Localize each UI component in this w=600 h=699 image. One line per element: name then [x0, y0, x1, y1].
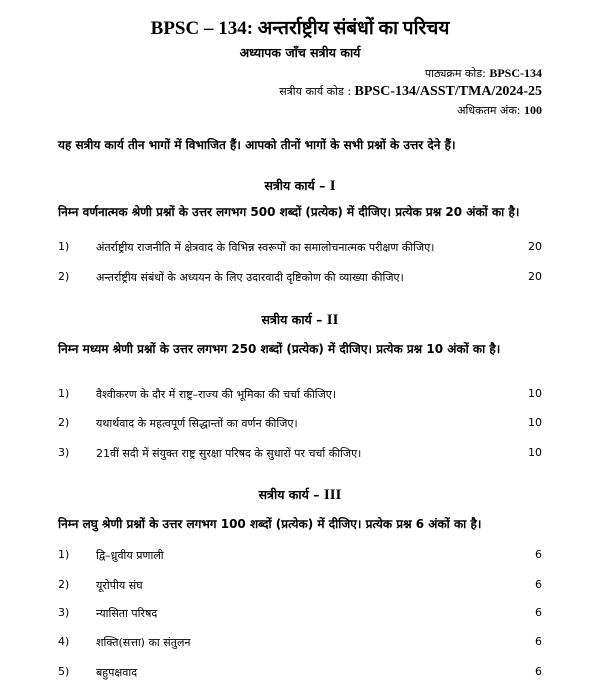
section-2-question-1	[58, 387, 548, 403]
question-text: अंतर्राष्ट्रीय राजनीति में क्षेत्रवाद के विभिन्न स्वरूपों का समालोचनात्मक परीक्षण कीजिए।	[96, 241, 435, 254]
section-3-title	[0, 486, 600, 504]
section-3-question-1	[58, 548, 548, 564]
assignment-code-label: सत्रीय कार्य कोड :	[279, 85, 352, 98]
document-subtitle: अध्यापक जाँच सत्रीय कार्य	[239, 45, 361, 60]
question-marks: 10	[528, 416, 542, 429]
section-1-question-1	[58, 240, 548, 256]
question-number: 1)	[58, 240, 70, 253]
course-code-value: BPSC-134	[489, 66, 542, 80]
section-1-title-text: सत्रीय कार्य –	[264, 178, 326, 193]
question-text: शक्ति(सत्ता) का संतुलन	[96, 636, 191, 649]
question-number: 4)	[58, 635, 70, 648]
question-text: बहुपक्षवाद	[96, 666, 138, 679]
question-text: यूरोपीय संघ	[96, 579, 143, 592]
max-marks-label: अधिकतम अंक:	[457, 104, 521, 117]
assignment-code-line	[279, 84, 542, 100]
section-2-instruction: निम्न मध्यम श्रेणी प्रश्नों के उत्तर लगभग 250 शब्दों (प्रत्येक) में दीजिए। प्रत्येक प्रश्न 10 अंकों का है।	[58, 342, 501, 356]
section-3-numeral: III	[323, 487, 342, 503]
max-marks-value: 100	[524, 103, 542, 117]
section-2-question-2	[58, 416, 548, 432]
section-3-title-text: सत्रीय कार्य –	[258, 487, 320, 502]
question-text: न्यासिता परिषद	[96, 607, 158, 620]
question-number: 5)	[58, 665, 70, 678]
section-1-instruction: निम्न वर्णनात्मक श्रेणी प्रश्नों के उत्तर लगभग 500 शब्दों (प्रत्येक) में दीजिए। प्रत्येक प्रश्न 20 अंकों का है।	[58, 205, 520, 219]
question-number: 3)	[58, 606, 70, 619]
section-3-question-4	[58, 635, 548, 651]
question-marks: 20	[528, 270, 542, 283]
section-1-question-2	[58, 270, 548, 286]
section-2-numeral: II	[326, 312, 339, 328]
question-text: वैश्वीकरण के दौर में राष्ट्र–राज्य की भूमिका की चर्चा कीजिए।	[96, 388, 337, 401]
section-1-numeral: I	[329, 178, 336, 194]
question-marks: 10	[528, 446, 542, 459]
document-title: BPSC – 134: अन्तर्राष्ट्रीय संबंधों का परिचय	[150, 18, 450, 39]
section-2-title-text: सत्रीय कार्य –	[261, 312, 323, 327]
intro-instruction: यह सत्रीय कार्य तीन भागों में विभाजित हैं। आपको तीनों भागों के सभी प्रश्नों के उत्तर देने हैं।	[58, 138, 456, 152]
question-marks: 6	[535, 606, 542, 619]
question-marks: 6	[535, 578, 542, 591]
question-marks: 6	[535, 548, 542, 561]
max-marks-line	[457, 103, 542, 118]
assignment-code-value: BPSC-134/ASST/TMA/2024-25	[354, 84, 542, 99]
question-number: 2)	[58, 270, 70, 283]
question-text: अन्तर्राष्ट्रीय संबंधों के अध्ययन के लिए उदारवादी दृष्टिकोण की व्याख्या कीजिए।	[96, 271, 404, 284]
question-text: 21वीं सदी में संयुक्त राष्ट्र सुरक्षा परिषद के सुधारों पर चर्चा कीजिए।	[96, 447, 362, 460]
question-marks: 20	[528, 240, 542, 253]
section-3-question-3	[58, 606, 548, 622]
question-number: 2)	[58, 578, 70, 591]
question-marks: 10	[528, 387, 542, 400]
section-1-title	[0, 177, 600, 195]
question-number: 3)	[58, 446, 70, 459]
course-code-line	[425, 66, 542, 81]
question-text: यथार्थवाद के महत्वपूर्ण सिद्धान्तों का वर्णन कीजिए।	[96, 417, 298, 430]
section-2-question-3	[58, 446, 548, 462]
question-number: 1)	[58, 548, 70, 561]
course-code-label: पाठ्यक्रम कोड:	[424, 67, 486, 80]
question-number: 1)	[58, 387, 70, 400]
question-marks: 6	[535, 635, 542, 648]
section-2-title	[0, 311, 600, 329]
question-text: द्वि–ध्रुवीय प्रणाली	[96, 549, 164, 562]
section-3-question-2	[58, 578, 548, 594]
section-3-instruction: निम्न लघु श्रेणी प्रश्नों के उत्तर लगभग 100 शब्दों (प्रत्येक) में दीजिए। प्रत्येक प्रश्न 6 अंकों का है।	[58, 517, 482, 531]
question-marks: 6	[535, 665, 542, 678]
section-3-question-5	[58, 665, 548, 681]
question-number: 2)	[58, 416, 70, 429]
